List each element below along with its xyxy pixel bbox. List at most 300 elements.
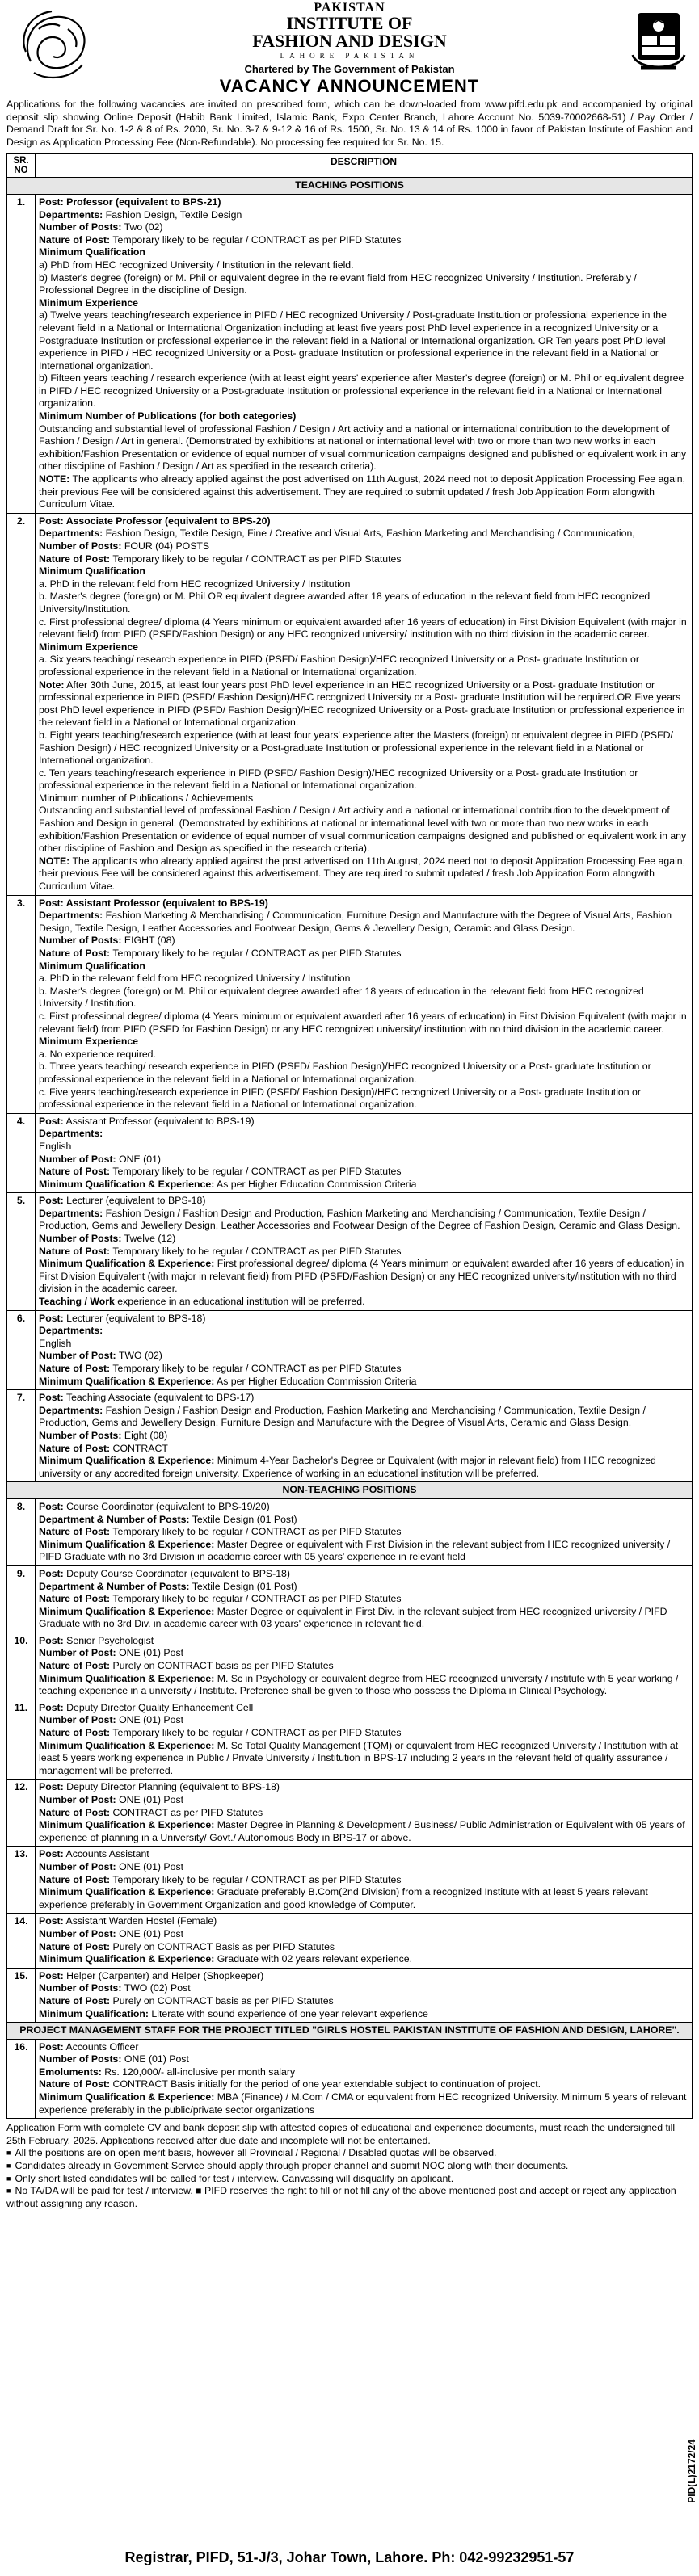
field-value: Temporary likely to be regular / CONTRACT as per PIFD Statutes: [110, 1727, 402, 1739]
field-value: M. Sc in Psychology or equivalent degree from HEC recognized university / institute with 5 year working / teaching experience in a university / Institute. Preference shall be given to those who possess the Diploma in Clinical Psychology.: [39, 1672, 679, 1697]
field-label: Minimum Qualification & Experience:: [39, 1739, 215, 1751]
position-field: [39, 1166, 688, 1179]
position-field: [39, 1405, 688, 1430]
position-row: [7, 1498, 693, 1565]
field-label: NOTE:: [39, 855, 70, 867]
position-description: [36, 1390, 693, 1482]
field-value: Temporary likely to be regular / CONTRACT as per PIFD Statutes: [110, 1245, 402, 1257]
field-label: Minimum Qualification & Experience:: [39, 1375, 215, 1387]
field-label: Nature of Post:: [39, 1806, 111, 1818]
position-field: [39, 1179, 688, 1191]
position-sr-no: 3.: [7, 895, 36, 1113]
field-value: Textile Design (01 Post): [189, 1580, 297, 1592]
field-label: Nature of Post:: [39, 2078, 111, 2091]
position-field: [39, 1296, 688, 1309]
field-value: Purely on CONTRACT basis as per PIFD Statutes: [110, 1660, 334, 1672]
position-text: b. Master's degree (foreign) or M. Phil or equivalent degree awarded after 18 years of education in the relevant field from HEC recognized University / Institution.: [39, 985, 644, 1010]
position-field: [39, 1970, 688, 1983]
field-value: Graduate with 02 years relevant experience.: [214, 1953, 413, 1965]
field-label: Post:: [39, 1195, 64, 1207]
position-field: [39, 1430, 688, 1443]
field-value: CONTRACT: [110, 1442, 168, 1454]
field-value: CONTRACT Basis initially for the period of one year extendable subject to continuation of project.: [110, 2078, 541, 2091]
position-field: [39, 1154, 688, 1166]
position-description: [36, 1565, 693, 1633]
field-label: Minimum Qualification & Experience:: [39, 1886, 215, 1898]
field-label: Post:: [39, 1567, 64, 1579]
field-label: Post:: [39, 1969, 64, 1981]
field-label: Nature of Post:: [39, 1940, 111, 1952]
field-value: Deputy Director Planning (equivalent to BPS-18): [63, 1781, 280, 1793]
chartered-text: Chartered by The Government of Pakistan: [244, 63, 455, 75]
field-value: Temporary likely to be regular / CONTRACT as per PIFD Statutes: [110, 1166, 402, 1178]
position-text: b) Fifteen years teaching / research experience (with at least eight years' experience after Master's degree (foreign) or M. Phil or equivalent degree in PIFD / HEC recognized University or a Post-graduate Institution or professional experience in the relevant field in a National or International organization.: [39, 372, 684, 410]
position-row: [7, 1700, 693, 1780]
field-label: Teaching / Work: [39, 1296, 115, 1308]
position-field: [39, 1233, 688, 1246]
field-label: Nature of Post:: [39, 1363, 111, 1374]
field-value: ONE (01) Post: [116, 1714, 184, 1726]
position-field: [39, 2066, 688, 2079]
field-value: The applicants who already applied against the post advertised on 11th August, 2024 need not to deposit Application Processing Fee again, their previous Fee will be considered against this advertisement. They are required to submit updated / fresh Job Application Form alongwith Curriculum Vitae.: [39, 473, 686, 511]
field-value: Temporary likely to be regular / CONTRACT as per PIFD Statutes: [110, 948, 402, 959]
position-field: [39, 1350, 688, 1363]
position-text: a) PhD from HEC recognized University / Institution in the relevant field.: [39, 258, 354, 271]
field-value: Senior Psychologist: [63, 1634, 154, 1646]
field-label: Number of Post:: [39, 1794, 116, 1805]
position-field: [39, 1539, 688, 1564]
position-field: [39, 1781, 688, 1794]
position-field: [39, 910, 688, 935]
position-text: c. Ten years teaching/research experience in PIFD (PSFD/ Fashion Design)/HEC recognized University or a Post- graduate Institution or professional experience in the relevant field in a National or International organization.: [39, 767, 638, 792]
field-value: ONE (01) Post: [116, 1647, 184, 1659]
position-field: [39, 1258, 688, 1296]
position-field: [39, 1514, 688, 1527]
notes-list: [0, 2147, 699, 2210]
position-field: [39, 553, 688, 566]
note-item: ■ No TA/DA will be paid for test / interview. ■ PIFD reserves the right to fill or not fill any of the above mentioned post and accept or reject any application without assigning any reason.: [6, 2185, 693, 2210]
side-reference-code: PID(L)2172/24: [686, 2439, 697, 2503]
position-heading: Post: Assistant Professor (equivalent to BPS-19): [39, 897, 268, 909]
field-label: Post:: [39, 2040, 64, 2053]
field-value: CONTRACT as per PIFD Statutes: [110, 1806, 263, 1818]
position-sr-no: 2.: [7, 513, 36, 895]
position-field: [39, 948, 688, 960]
position-row: [7, 513, 693, 895]
field-label: Number of Posts:: [39, 221, 122, 233]
position-sr-no: 5.: [7, 1193, 36, 1310]
field-label: Post:: [39, 1915, 64, 1927]
position-field: [39, 1635, 688, 1648]
field-label: Minimum Qualification & Experience:: [39, 1538, 215, 1550]
position-field: [39, 1501, 688, 1514]
position-row: [7, 1633, 693, 1700]
field-label: Departments:: [39, 910, 103, 922]
field-value: TWO (02): [116, 1350, 162, 1362]
position-field: [39, 1702, 688, 1715]
position-field: [39, 2078, 688, 2091]
field-label: Departments:: [39, 527, 103, 540]
field-value: ONE (01): [116, 1153, 162, 1165]
field-label: Post:: [39, 1781, 64, 1793]
position-row: [7, 1968, 693, 2022]
position-description: [36, 1310, 693, 1390]
field-label: Minimum Qualification & Experience:: [39, 1455, 215, 1467]
field-value: Accounts Officer: [63, 2040, 139, 2053]
field-label: Minimum Qualification & Experience:: [39, 1178, 215, 1190]
field-label: Nature of Post:: [39, 1166, 111, 1178]
section-project: PROJECT MANAGEMENT STAFF FOR THE PROJECT TITLED "GIRLS HOSTEL PAKISTAN INSTITUTE OF FASHION AND DESIGN, LAHORE".: [7, 2023, 693, 2040]
position-text: Outstanding and substantial level of professional Fashion / Design / Art activity and a national or international contribution to the development of Fashion and Design in general. (Demonstrated by exhibitions at national or international level with two or more than two new works in each exhibition/Fashion Presentation or evidence of equal number of visual communication campaigns designed and published or equivalent work in any other discipline of Fashion and Design as specified in the research criteria).: [39, 805, 687, 855]
position-row: [7, 1113, 693, 1193]
position-field: [39, 2008, 688, 2021]
position-sr-no: 7.: [7, 1390, 36, 1482]
field-value: Temporary likely to be regular / CONTRACT as per PIFD Statutes: [110, 1363, 402, 1374]
field-label: Nature of Post:: [39, 1660, 111, 1672]
position-description: [36, 1914, 693, 1968]
field-label: Minimum Qualification & Experience:: [39, 2091, 215, 2103]
position-row: [7, 1914, 693, 1968]
field-label: Nature of Post:: [39, 948, 111, 959]
position-field: [39, 1376, 688, 1389]
position-field: [39, 1995, 688, 2008]
field-value: Fashion Design / Fashion Design and Production, Fashion Marketing and Merchandising / Communication, Textile Design / Production, Gems and Jewellery Design, Furniture Design and Manufacture with the Degree of Visual Arts, Ceramic and Glass Design.: [39, 1404, 646, 1429]
field-label: Departments:: [39, 1404, 103, 1416]
position-sr-no: 15.: [7, 1968, 36, 2022]
field-value: Temporary likely to be regular / CONTRACT as per PIFD Statutes: [110, 1526, 402, 1538]
field-label: Minimum Qualification & Experience:: [39, 1819, 215, 1831]
field-value: Fashion Marketing & Merchandising / Communication, Furniture Design and Manufacture with the Degree of Visual Arts, Fashion Design, Textile Design, Leather Accessories and Footwear Design, Gems & Jewellery Design, Ceramic and Glass Design.: [39, 910, 672, 934]
position-sr-no: 10.: [7, 1633, 36, 1700]
position-field: [39, 1116, 688, 1128]
position-text: b. Three years teaching/ research experience in PIFD (PSFD/ Fashion Design)/HEC recognized University or a Post- graduate Institution or professional experience in the relevant field in a National or International organization.: [39, 1061, 651, 1085]
field-label: Departments:: [39, 1325, 103, 1337]
position-field: [39, 1915, 688, 1928]
position-field: [39, 1848, 688, 1861]
position-row: [7, 1565, 693, 1633]
position-field: [39, 1928, 688, 1941]
position-field: [39, 1953, 688, 1966]
position-field: [39, 1727, 688, 1740]
field-label: Nature of Post:: [39, 1994, 111, 2007]
position-field: [39, 1443, 688, 1456]
field-label: Number of Post:: [39, 1927, 116, 1939]
position-field: [39, 1819, 688, 1844]
position-sr-no: 12.: [7, 1780, 36, 1847]
position-heading: Minimum Experience: [39, 1036, 139, 1048]
field-label: NOTE:: [39, 473, 70, 485]
position-field: [39, 473, 688, 511]
field-label: Department & Number of Posts:: [39, 1513, 190, 1525]
position-heading: Minimum Number of Publications (for both categories): [39, 410, 297, 422]
position-sr-no: 9.: [7, 1565, 36, 1633]
position-text: Minimum number of Publications / Achievements: [39, 792, 254, 804]
field-value: ONE (01) Post: [116, 1927, 184, 1939]
position-text: a. No experience required.: [39, 1048, 156, 1060]
position-field: [39, 1195, 688, 1208]
position-field: [39, 1647, 688, 1660]
position-description: [36, 1113, 693, 1193]
field-value: Fashion Design / Fashion Design and Production, Fashion Marketing and Merchandising / Communication, Textile Design / Production, Gems and Jewellery Design, Leather Accessories and Footwear Design of the Degree of Fashion Design, Ceramic and Glass Design.: [39, 1207, 680, 1232]
positions-table: [6, 153, 693, 2119]
field-value: Master Degree or equivalent in First Div. in the relevant subject from HEC recognized university / PIFD Graduate with no 3rd Div. in academic career with 03 years' experience in relevant field.: [39, 1605, 667, 1630]
field-label: Nature of Post:: [39, 233, 111, 246]
position-description: [36, 895, 693, 1113]
field-value: Assistant Warden Hostel (Female): [63, 1915, 217, 1927]
note-item: ■ Candidates already in Government Service should apply through proper channel and submit NOC along with their documents.: [6, 2160, 693, 2173]
position-field: [39, 1325, 688, 1338]
position-text: c. First professional degree/ diploma (4 Years minimum or equivalent awarded after 16 years of education) in First Division Equivalent (with major in relevant field) from PIFD (PSFD/Fashion Design) or any HEC recognized university/ institution with no third division in the academic career.: [39, 616, 687, 641]
note-item: ■ All the positions are on open merit basis, however all Provincial / Regional / Disabled quotas will be observed.: [6, 2147, 693, 2160]
field-label: Number of Post:: [39, 1860, 116, 1872]
field-label: Nature of Post:: [39, 1526, 111, 1538]
position-text: c. First professional degree/ diploma (4 Years minimum or equivalent awarded after 16 years of education) in First Division Equivalent (with major in relevant field) from PIFD (PSFD for Fashion Design) or any HEC recognized university/ institution with no third division in the academic career.: [39, 1010, 687, 1035]
position-field: [39, 2091, 688, 2116]
field-value: ONE (01) Post: [116, 1794, 184, 1805]
position-sr-no: 1.: [7, 194, 36, 513]
field-label: Number of Posts:: [39, 935, 122, 947]
brand-line-3: FASHION AND DESIGN: [252, 31, 447, 51]
position-field: [39, 1982, 688, 1995]
position-text: a) Twelve years teaching/research experience in PIFD / HEC recognized University / Post-graduate Institution or professional experience in the relevant field in a National or International Organization including at least five years post PhD level experience in a recognized University or a Postgraduate Institution or professional experience in the relevant field in a National or International organization. OR Ten years post PhD level experience in PIFD / HEC recognized University or a Post- graduate Institution or professional experience in the relevant field in a National or International organization.: [39, 309, 667, 372]
field-label: Nature of Post:: [39, 1873, 111, 1885]
brand-line-4: LAHORE PAKISTAN: [280, 52, 419, 60]
field-value: Temporary likely to be regular / CONTRACT as per PIFD Statutes: [110, 553, 402, 565]
field-label: Departments:: [39, 208, 103, 221]
position-text: English: [39, 1140, 72, 1152]
field-value: Fashion Design, Textile Design: [103, 208, 242, 221]
field-label: Post:: [39, 1392, 64, 1404]
field-value: Rs. 120,000/- all-inclusive per month salary: [101, 2065, 296, 2078]
position-field: [39, 540, 688, 553]
position-field: [39, 1313, 688, 1326]
position-field: [39, 221, 688, 234]
intro-paragraph: Applications for the following vacancies are invited on prescribed form, which can be down-loaded from www.pifd.edu.pk and accompanied by original deposit slip showing Online Deposit (Habib Bank Limited, Islamic Bank, Expo Center Branch, Lahore Account No. 5039-70002668-51) / Pay Order / Demand Draft for Sr. No. 1-2 & 8 of Rs. 2000, Sr. No. 3-7 & 9-12 & 16 of Rs. 1500, Sr. No. 13 & 14 of Rs. 1000 in favor of Pakistan Institute of Fashion and Design as Application Processing Fee (Non-Refundable). No processing fee required for Sr. No. 15.: [6, 99, 693, 148]
field-label: Number of Posts:: [39, 2053, 122, 2065]
page-title: VACANCY ANNOUNCEMENT: [219, 76, 480, 96]
field-value: Twelve (12): [121, 1233, 176, 1245]
field-label: Nature of Post:: [39, 1245, 111, 1257]
field-label: Number of Post:: [39, 1153, 116, 1165]
position-field: [39, 2041, 688, 2054]
field-value: Lecturer (equivalent to BPS-18): [63, 1195, 206, 1207]
position-field: [39, 1526, 688, 1539]
field-label: Nature of Post:: [39, 1593, 111, 1605]
field-label: Note:: [39, 679, 65, 691]
field-label: Number of Post:: [39, 1350, 116, 1362]
position-sr-no: 6.: [7, 1310, 36, 1390]
field-label: Minimum Qualification & Experience:: [39, 1672, 215, 1684]
position-field: [39, 1246, 688, 1259]
field-label: Nature of Post:: [39, 1442, 111, 1454]
position-field: [39, 1673, 688, 1698]
position-heading: Minimum Qualification: [39, 246, 145, 258]
field-label: Nature of Post:: [39, 1727, 111, 1739]
field-value: Master Degree or equivalent with First Division in the relevant subject from HEC recognized university / PIFD Graduate with no 3rd Division in academic career with 05 years' experience in relevant field: [39, 1538, 671, 1563]
field-value: Deputy Director Quality Enhancement Cell: [63, 1701, 254, 1713]
field-value: Purely on CONTRACT basis as per PIFD Statutes: [110, 1994, 334, 2007]
position-text: a. Six years teaching/ research experience in PIFD (PSFD/ Fashion Design)/HEC recognized University or a Post- graduate Institution or professional experience in the relevant field in a National or International organization.: [39, 653, 639, 678]
field-value: First professional degree/ diploma (4 Years minimum or equivalent awarded after 16 years of education) in First Division Equivalent (with major in relevant field) from PIFD (PSFD/Fashion Design) or any HEC recognized university/institution with no third division in the academic career.: [39, 1258, 684, 1295]
field-value: Eight (08): [121, 1429, 168, 1441]
position-text: Outstanding and substantial level of professional Fashion / Design / Art activity and a national or international contribution to the development of Fashion / Design / Art in general. (Demonstrated by exhibitions at national or international level with two or more than two new works in each exhibition/Fashion Presentation or evidence of equal number of visual communication campaigns designed and published or equivalent work in any other discipline of Fashion / Design / Art as specified in the research criteria).: [39, 422, 687, 473]
position-text: c. Five years teaching/research experience in PIFD (PSFD/ Fashion Design)/HEC recognized University or a Post- graduate Institution or professional experience in the relevant field in a National or International organization.: [39, 1086, 641, 1111]
field-label: Nature of Post:: [39, 553, 111, 565]
field-value: ONE (01) Post: [116, 1860, 184, 1872]
position-field: [39, 527, 688, 540]
position-sr-no: 11.: [7, 1700, 36, 1780]
section-nonteaching: NON-TEACHING POSITIONS: [7, 1482, 693, 1499]
field-value: Two (02): [121, 221, 163, 233]
position-row: [7, 895, 693, 1113]
field-label: Number of Posts:: [39, 540, 122, 552]
position-text: English: [39, 1337, 72, 1349]
position-row: [7, 1310, 693, 1390]
position-text: b. Master's degree (foreign) or M. Phil OR equivalent degree awarded after 18 years of education in the relevant field from HEC recognized University/Institution.: [39, 590, 651, 615]
description-header: DESCRIPTION: [36, 154, 693, 178]
field-value: FOUR (04) POSTS: [121, 540, 210, 552]
field-value: Teaching Associate (equivalent to BPS-17): [63, 1392, 255, 1404]
position-row: [7, 1390, 693, 1482]
field-value: Master Degree in Planning & Development / Business/ Public Administration or Equivalent with 05 years of experience of planning in a University/ Govt./ Autonomous Body in BPS-17 or above.: [39, 1819, 685, 1843]
position-field: [39, 1874, 688, 1887]
position-description: [36, 1968, 693, 2022]
deadline-text: Application Form with complete CV and bank deposit slip with attested copies of educational and experience documents, must reach the undersigned till 25th February, 2025. Applications received after due date and incomplete will not be entertained.: [6, 2122, 676, 2146]
position-row: [7, 194, 693, 513]
brand-line-1: PAKISTAN: [314, 1, 385, 15]
position-field: [39, 1794, 688, 1807]
field-value: As per Higher Education Commission Criteria: [214, 1178, 417, 1190]
position-field: [39, 1593, 688, 1606]
position-field: [39, 234, 688, 247]
position-sr-no: 14.: [7, 1914, 36, 1968]
footer-address: Registrar, PIFD, 51-J/3, Johar Town, Lahore. Ph: 042-99232951-57: [124, 2549, 575, 2565]
field-value: The applicants who already applied against the post advertised on 11th August, 2024 need not to deposit Application Processing Fee again, their previous Fee will be considered against this advertisement. They are required to submit updated / fresh Job Application Form alongwith Curriculum Vitae.: [39, 855, 686, 893]
note-item: ■ Only short listed candidates will be called for test / interview. Canvassing will disqualify an applicant.: [6, 2173, 693, 2186]
position-heading: Minimum Qualification: [39, 960, 145, 972]
position-field: [39, 1740, 688, 1778]
position-field: [39, 1807, 688, 1820]
field-value: Minimum 4-Year Bachelor's Degree or Equivalent (with major in relevant field) from HEC recognized university or any accredited foreign university. Experience of working in an educational institution will be preferred.: [39, 1455, 656, 1479]
position-text: a. PhD in the relevant field from HEC recognized University / Institution: [39, 973, 351, 985]
position-field: [39, 1886, 688, 1911]
field-value: Assistant Professor (equivalent to BPS-19): [63, 1115, 255, 1127]
field-label: Post:: [39, 1634, 64, 1646]
position-heading: Minimum Qualification: [39, 565, 145, 578]
field-label: Minimum Qualification & Experience:: [39, 1953, 215, 1965]
field-value: As per Higher Education Commission Criteria: [214, 1375, 417, 1387]
position-field: [39, 1861, 688, 1874]
section-teaching: TEACHING POSITIONS: [7, 178, 693, 195]
field-label: Post:: [39, 1500, 64, 1512]
field-label: Departments:: [39, 1128, 103, 1140]
position-field: [39, 935, 688, 948]
position-field: [39, 1208, 688, 1233]
field-value: Lecturer (equivalent to BPS-18): [63, 1312, 206, 1324]
position-field: [39, 209, 688, 222]
position-field: [39, 1941, 688, 1954]
position-text: b) Master's degree (foreign) or M. Phil or equivalent degree in the relevant field from HEC recognized University / Institution. Preferably / Professional Degree in the discipline of Design.: [39, 271, 637, 296]
position-field: [39, 1568, 688, 1581]
position-heading: Minimum Experience: [39, 641, 139, 653]
field-value: Deputy Course Coordinator (equivalent to BPS-18): [63, 1567, 290, 1579]
position-row: [7, 1847, 693, 1914]
field-label: Department & Number of Posts:: [39, 1580, 190, 1592]
position-field: [39, 1128, 688, 1141]
field-label: Departments:: [39, 1207, 103, 1219]
position-description: [36, 2039, 693, 2119]
field-label: Emoluments:: [39, 2065, 102, 2078]
field-label: Number of Post:: [39, 1647, 116, 1659]
position-field: [39, 1714, 688, 1727]
position-sr-no: 13.: [7, 1847, 36, 1914]
field-label: Number of Posts:: [39, 1429, 122, 1441]
field-value: Literate with sound experience of one year relevant experience: [148, 2007, 428, 2019]
field-value: Fashion Design, Textile Design, Fine / Creative and Visual Arts, Fashion Marketing and Merchandising / Communication,: [103, 527, 635, 540]
field-label: Post:: [39, 1312, 64, 1324]
position-field: [39, 1606, 688, 1631]
position-field: [39, 855, 688, 893]
position-description: [36, 1193, 693, 1310]
field-label: Post:: [39, 1848, 64, 1860]
position-field: [39, 1581, 688, 1594]
position-description: [36, 194, 693, 513]
position-field: [39, 2053, 688, 2066]
position-field: [39, 1660, 688, 1673]
field-label: Minimum Qualification:: [39, 2007, 149, 2019]
position-row: [7, 1780, 693, 1847]
field-value: Temporary likely to be regular / CONTRACT as per PIFD Statutes: [110, 233, 402, 246]
position-description: [36, 1700, 693, 1780]
field-label: Post:: [39, 1701, 64, 1713]
field-value: Course Coordinator (equivalent to BPS-19/20): [63, 1500, 270, 1512]
field-value: ONE (01) Post: [121, 2053, 189, 2065]
field-value: Temporary likely to be regular / CONTRACT as per PIFD Statutes: [110, 1593, 402, 1605]
field-value: Graduate preferably B.Com(2nd Division) from a recognized Institute with at least 5 years relevant experience preferably in Government Organization and good knowledge of Computer.: [39, 1886, 648, 1910]
field-value: M. Sc Total Quality Management (TQM) or equivalent from HEC recognized University / Institution with at least 5 years working experience in Public / Private University / Institution in BPS-17 including 2 years in the relevant field of quality assurance / management will be preferred.: [39, 1739, 679, 1776]
brand-line-2: INSTITUTE OF: [286, 13, 413, 33]
position-text: a. PhD in the relevant field from HEC recognized University / Institution: [39, 578, 351, 590]
position-field: [39, 1455, 688, 1480]
field-label: Number of Posts:: [39, 1982, 122, 1994]
field-label: Minimum Qualification & Experience:: [39, 1605, 215, 1617]
header: [0, 0, 699, 95]
position-row: [7, 1193, 693, 1310]
field-label: Minimum Qualification & Experience:: [39, 1258, 215, 1270]
position-sr-no: 4.: [7, 1113, 36, 1193]
position-description: [36, 1847, 693, 1914]
field-value: experience in an educational institution will be preferred.: [114, 1296, 365, 1308]
field-label: Number of Posts:: [39, 1233, 122, 1245]
position-description: [36, 1633, 693, 1700]
position-field: [39, 1392, 688, 1405]
position-heading: Minimum Experience: [39, 296, 139, 309]
position-description: [36, 513, 693, 895]
field-value: Accounts Assistant: [63, 1848, 149, 1860]
position-sr-no: 16.: [7, 2039, 36, 2119]
field-value: Textile Design (01 Post): [189, 1513, 297, 1525]
position-description: [36, 1780, 693, 1847]
field-value: MBA (Finance) / M.Com / CMA or equivalent from HEC recognized University. Minimum 5 years of relevant experience preferably in the public/private sector organizations: [39, 2091, 687, 2116]
position-sr-no: 8.: [7, 1498, 36, 1565]
position-row: [7, 2039, 693, 2119]
field-value: After 30th June, 2015, at least four years post PhD level experience in an HEC recognized University or a Post- graduate Institution or professional experience in PIFD (PSFD/ Fashion Design)/HEC recognized University or a Post- graduate Institution will be required.OR Five years post PhD level experience in PIFD (PSFD/ Fashion Design)/HEC recognized University or a Post- graduate Institution or professional experience in the relevant field in a National or International organization.: [39, 679, 685, 729]
position-text: b. Eight years teaching/research experience (with at least four years' experience after the Masters (foreign) or equivalent degree in PIFD (PSFD/ Fashion Design) / HEC recognized University or a Post-graduate Institution or professional experience in the relevant field in a National or International organization.: [39, 729, 673, 767]
position-description: [36, 1498, 693, 1565]
field-value: Purely on CONTRACT Basis as per PIFD Statutes: [110, 1940, 335, 1952]
field-value: TWO (02) Post: [121, 1982, 191, 1994]
field-label: Post:: [39, 1115, 64, 1127]
